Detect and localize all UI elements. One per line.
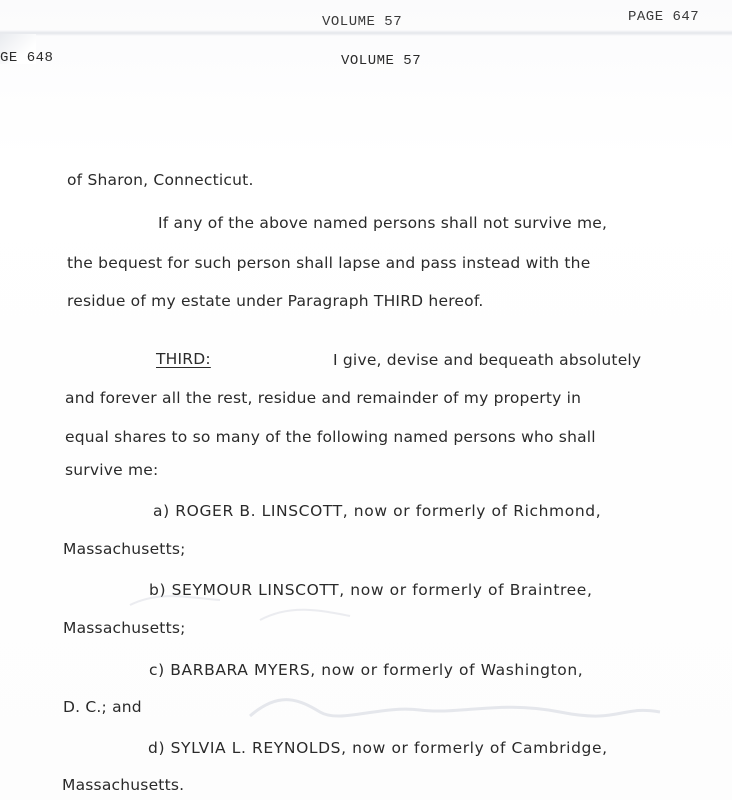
beneficiary-item-continuation: Massachusetts; xyxy=(63,540,186,558)
beneficiary-item-continuation: Massachusetts; xyxy=(63,619,186,637)
body-line: of Sharon, Connecticut. xyxy=(67,171,254,189)
beneficiary-item: b) SEYMOUR LINSCOTT, now or formerly of Braintree, xyxy=(149,581,593,599)
beneficiary-item-continuation: Massachusetts. xyxy=(62,776,185,794)
bleed-through-volume: VOLUME 57 xyxy=(322,14,403,30)
beneficiary-item-continuation: D. C.; and xyxy=(63,698,142,716)
beneficiary-item: c) BARBARA MYERS, now or formerly of Washington, xyxy=(149,661,584,679)
body-line: residue of my estate under Paragraph THIRD hereof. xyxy=(67,292,484,310)
paragraph-heading-third: THIRD: xyxy=(156,350,211,368)
bleed-through-header xyxy=(0,0,732,34)
body-line: survive me: xyxy=(65,461,159,479)
volume-label: VOLUME 57 xyxy=(341,53,422,69)
beneficiary-item: d) SYLVIA L. REYNOLDS, now or formerly of Cambridge, xyxy=(148,739,608,757)
body-line: equal shares to so many of the following named persons who shall xyxy=(65,428,596,446)
body-line: the bequest for such person shall lapse and pass instead with the xyxy=(67,254,591,272)
beneficiary-item: a) ROGER B. LINSCOTT, now or formerly of Richmond, xyxy=(153,502,602,520)
page-number: GE 648 xyxy=(0,50,54,66)
bleed-through-page-number: PAGE 647 xyxy=(628,9,700,25)
body-line: If any of the above named persons shall not survive me, xyxy=(158,214,608,232)
body-line: and forever all the rest, residue and remainder of my property in xyxy=(65,389,582,407)
page-fold-shadow xyxy=(0,30,732,36)
body-line: I give, devise and bequeath absolutely xyxy=(333,351,642,369)
